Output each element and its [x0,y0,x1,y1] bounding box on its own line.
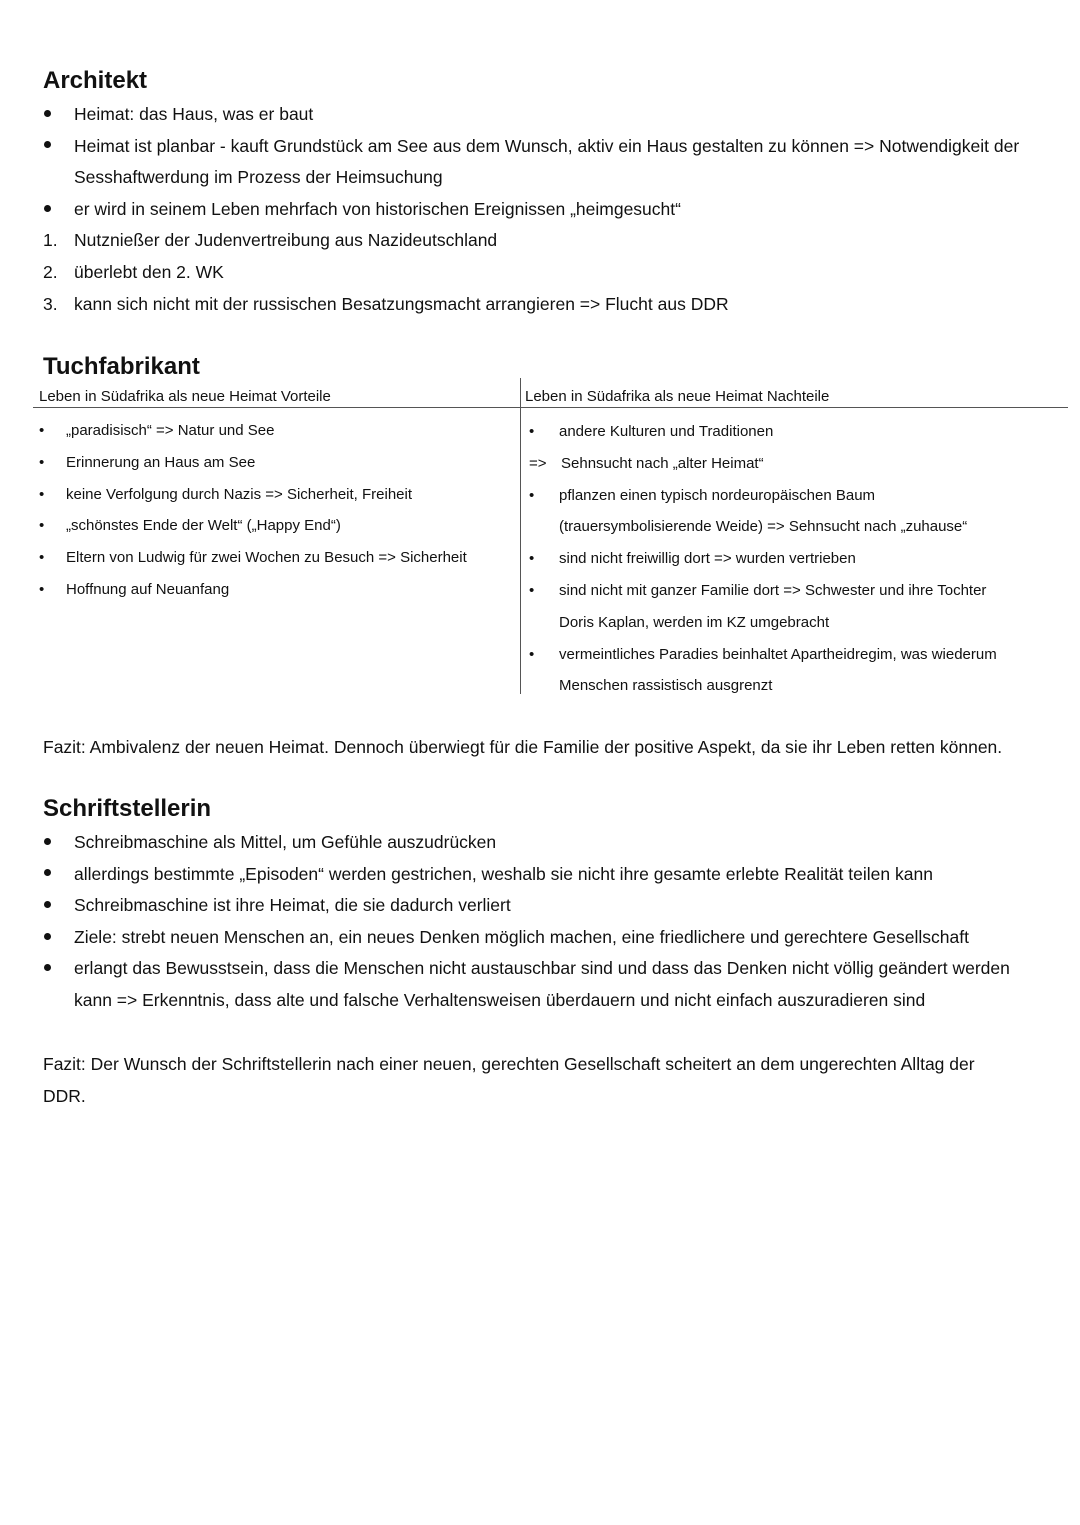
list-item-text: erlangt das Bewusstsein, dass die Menschen nicht austauschbar sind und dass das Denken nicht völlig geändert werden kann => Erkenntnis, dass alte und falsche Verhaltensweisen überdauern und nicht einfach auszuradieren sind [74,958,1010,1010]
table-header-advantages: Leben in Südafrika als neue Heimat Vorteile [39,388,331,405]
list-item [43,257,1043,289]
section-heading-architekt: Architekt [43,67,148,94]
list-number: 1. [43,230,58,251]
list-item-text: kann sich nicht mit der russischen Besatzungsmacht arrangieren => Flucht aus DDR [74,293,729,314]
cell-text: „schönstes Ende der Welt“ („Happy End“) [66,517,341,535]
list-item-text: allerdings bestimmte „Episoden“ werden gestrichen, weshalb sie nicht ihre gesamte erlebte Realität teilen kann [74,863,933,884]
cell-text: Hoffnung auf Neuanfang [66,580,230,598]
bullet-icon [43,859,71,891]
disadvantages-list [529,416,1034,702]
cell-text: Eltern von Ludwig für zwei Wochen zu Besuch => Sicherheit [66,549,467,567]
table-row [39,415,509,447]
cell-text: vermeintliches Paradies beinhaltet Apartheidregim, was wiederum Menschen rassistisch ausgrenzt [559,645,997,695]
list-number: 3. [43,293,58,314]
list-item [43,922,1043,954]
bullet-icon [43,99,71,131]
list-item [43,194,1043,226]
bullet-icon [43,131,71,163]
section-heading-tuchfabrikant: Tuchfabrikant [43,353,200,380]
section-heading-schriftstellerin: Schriftstellerin [43,795,212,822]
table-row [529,511,1034,543]
table-row [529,416,1034,448]
table-row [529,575,1034,639]
bullet-icon: • [529,581,535,599]
cell-text: sind nicht freiwillig dort => wurden vertrieben [559,550,856,568]
table-row [39,447,509,479]
list-item-text: Heimat: das Haus, was er baut [74,104,314,124]
table-row [529,448,1034,480]
table-row [39,510,509,542]
schriftstellerin-list [43,827,1043,1017]
list-item [43,99,1043,131]
list-item [43,953,1043,1016]
bullet-icon [43,953,71,985]
table-row [529,480,1034,512]
list-item [43,289,1043,321]
list-item-text: Schreibmaschine als Mittel, um Gefühle auszudrücken [74,832,497,852]
cell-text: (trauersymbolisierende Weide) => Sehnsucht nach „zuhause“ [559,518,968,536]
architekt-list [43,99,1043,320]
table-row [529,639,1034,703]
advantages-list [39,415,509,606]
cell-text: Erinnerung an Haus am See [66,453,256,471]
list-item [43,890,1043,922]
bullet-icon: • [529,423,535,440]
table-header-disadvantages: Leben in Südafrika als neue Heimat Nachteile [525,388,830,405]
bullet-icon: • [39,549,45,567]
bullet-icon: • [529,645,535,663]
table-column-divider [520,378,521,694]
list-item-text: Ziele: strebt neuen Menschen an, ein neues Denken möglich machen, eine friedlichere und gerechtere Gesellschaft [74,926,969,947]
list-number: 2. [43,261,58,282]
bullet-icon: • [39,517,45,535]
table-row [39,479,509,511]
bullet-icon: • [529,486,535,504]
bullet-icon: • [39,422,45,439]
cell-text: „paradisisch“ => Natur und See [66,422,275,439]
fazit-schriftstellerin: Fazit: Der Wunsch der Schriftstellerin nach einer neuen, gerechten Gesellschaft scheitert an dem ungerechten Alltag der DDR. [43,1054,975,1106]
bullet-icon [43,194,71,226]
list-item-text: Heimat ist planbar - kauft Grundstück am See aus dem Wunsch, aktiv ein Haus gestalten zu können => Notwendigkeit der Sesshaftwerdung im Prozess der Heimsuchung [74,135,1020,188]
cell-text: andere Kulturen und Traditionen [559,423,774,440]
table-row [529,543,1034,575]
cell-text: sind nicht mit ganzer Familie dort => Schwester und ihre Tochter Doris Kaplan, werden im KZ umgebracht [559,581,987,631]
fazit-tuchfabrikant: Fazit: Ambivalenz der neuen Heimat. Dennoch überwiegt für die Familie der positive Aspekt, da sie ihr Leben retten können. [43,737,1003,757]
list-item [43,225,1043,257]
bullet-icon [43,827,71,859]
list-item [43,131,1043,194]
list-item-text: überlebt den 2. WK [74,261,224,282]
bullet-icon [43,922,71,954]
bullet-icon: • [39,580,45,598]
bullet-icon [43,890,71,922]
bullet-icon: • [529,550,535,568]
bullet-icon: • [39,453,45,471]
table-header-divider [33,407,1068,408]
list-item [43,827,1043,859]
list-item [43,859,1043,891]
table-row [39,542,509,574]
table-row [39,574,509,606]
cell-text: keine Verfolgung durch Nazis => Sicherheit, Freiheit [66,485,413,503]
list-item-text: Nutznießer der Judenvertreibung aus Nazideutschland [74,230,498,251]
cell-text: pflanzen einen typisch nordeuropäischen Baum [559,486,876,504]
cell-text: Sehnsucht nach „alter Heimat“ [561,454,764,472]
arrow-marker: => [529,454,547,472]
bullet-icon: • [39,485,45,503]
list-item-text: er wird in seinem Leben mehrfach von historischen Ereignissen „heimgesucht“ [74,198,681,219]
list-item-text: Schreibmaschine ist ihre Heimat, die sie dadurch verliert [74,895,511,916]
